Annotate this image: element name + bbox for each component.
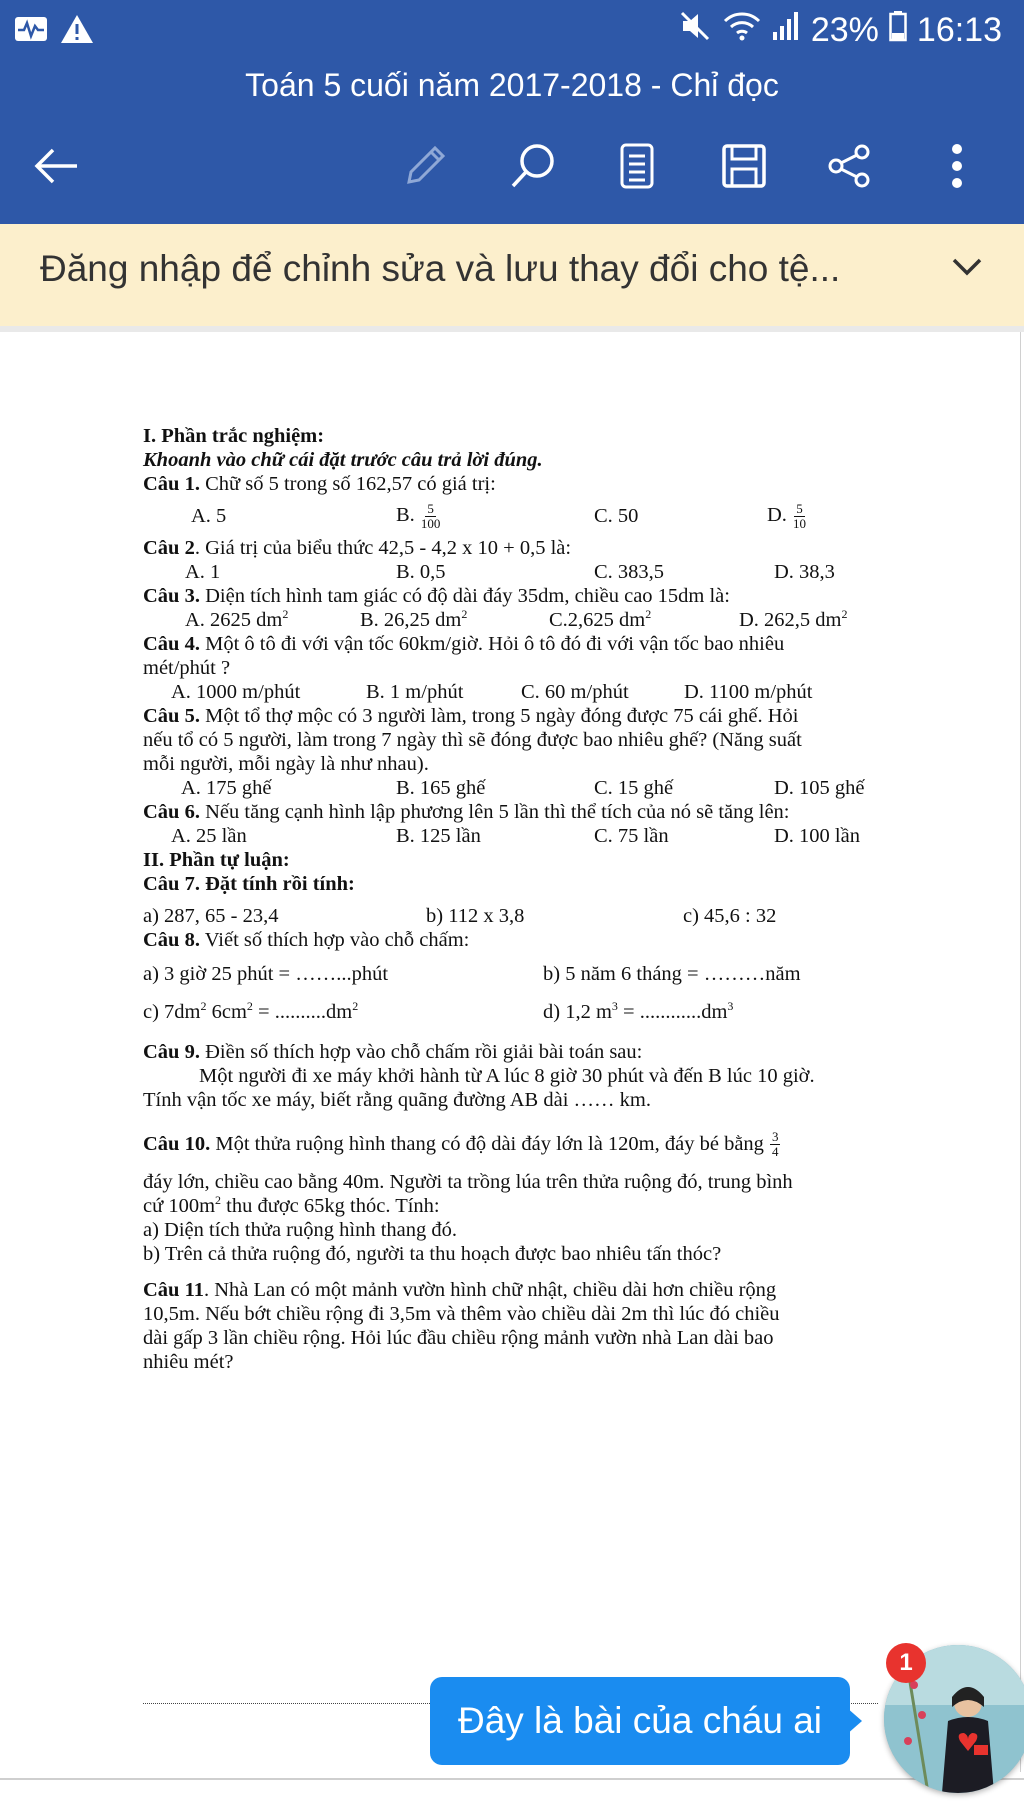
question-1-options: A. 5 B. $\frac{5}{100}$ C. 50 D. $\frac{5}{10}$	[191, 500, 806, 531]
instruction: Khoanh vào chữ cái đặt trước câu trả lời đúng.	[143, 449, 543, 471]
reading-view-button[interactable]	[604, 135, 670, 201]
question-1: Câu 1. Chữ số 5 trong số 162,57 có giá trị:	[143, 473, 496, 495]
question-3-options: A. 2625 $dm^2$ B. 26,25 $dm^2$ C.2,625 $dm^2$ D. 262,5 $dm^2$	[185, 607, 848, 631]
section-heading-2: II. Phần tự luận:	[143, 849, 290, 871]
back-arrow-icon	[33, 146, 81, 191]
wifi-icon	[723, 10, 761, 51]
reading-view-icon	[619, 142, 655, 195]
toolbar	[0, 135, 1024, 201]
sign-in-banner-text: Đăng nhập để chỉnh sửa và lưu thay đổi cho tệ...	[40, 248, 841, 289]
app-header	[0, 0, 1024, 224]
edit-button[interactable]	[392, 135, 458, 201]
question-10-part-a: a) Diện tích thửa ruộng hình thang đó.	[143, 1219, 457, 1241]
question-11-line2: 10,5m. Nếu bớt chiều rộng đi 3,5m và thêm vào chiều dài 2m thì lúc đó chiều	[143, 1303, 780, 1325]
question-6: Câu 6. Nếu tăng cạnh hình lập phương lên 5 lần thì thể tích của nó sẽ tăng lên:	[143, 801, 790, 823]
section-heading-1: I. Phần trắc nghiệm:	[143, 425, 325, 447]
question-7: Câu 7. Đặt tính rồi tính:	[143, 873, 355, 895]
question-5-line3: mỗi người, mỗi ngày là như nhau).	[143, 753, 429, 775]
signal-icon	[771, 10, 801, 51]
question-5-options: A. 175 ghế B. 165 ghế C. 15 ghế D. 105 ghế	[181, 777, 865, 799]
more-options-button[interactable]	[924, 135, 990, 201]
question-5-line2: nếu tổ có 5 người, làm trong 7 ngày thì sẽ đóng được bao nhiêu ghế? (Năng suất	[143, 729, 802, 751]
page-bottom-edge	[0, 1778, 1024, 1780]
question-7-parts: a) 287, 65 - 23,4 b) 112 x 3,8 c) 45,6 : 32	[143, 905, 777, 927]
battery-percent: 23%	[810, 11, 879, 49]
question-2-options: A. 1 B. 0,5 C. 383,5 D. 38,3	[185, 561, 835, 583]
more-icon	[951, 143, 963, 194]
question-9-line2: Một người đi xe máy khởi hành từ A lúc 8 giờ 30 phút và đến B lúc 10 giờ.	[199, 1065, 815, 1087]
warning-icon	[60, 14, 94, 49]
activity-monitor-icon	[14, 14, 48, 49]
pencil-icon	[401, 142, 449, 195]
question-2: Câu 2. Giá trị của biểu thức 42,5 - 4,2 x 10 + 0,5 là:	[143, 537, 572, 559]
notification-badge: 1	[886, 1643, 926, 1683]
question-5: Câu 5. Một tổ thợ mộc có 3 người làm, trong 5 ngày đóng được 75 cái ghế. Hỏi	[143, 705, 799, 727]
question-10-line2: đáy lớn, chiều cao bằng 40m. Người ta trồng lúa trên thửa ruộng đó, trung bình	[143, 1171, 793, 1193]
question-6-options: A. 25 lần B. 125 lần C. 75 lần D. 100 lần	[171, 825, 860, 847]
back-button[interactable]	[24, 135, 90, 201]
search-button[interactable]	[500, 135, 566, 201]
question-3: Câu 3. Diện tích hình tam giác có độ dài đáy 35dm, chiều cao 15dm là:	[143, 585, 730, 607]
document-title: Toán 5 cuối năm 2017-2018 - Chỉ đọc	[245, 67, 779, 103]
question-4: Câu 4. Một ô tô đi với vận tốc 60km/giờ. Hỏi ô tô đó đi với vận tốc bao nhiêu	[143, 633, 785, 655]
search-icon	[508, 141, 558, 196]
question-8: Câu 8. Viết số thích hợp vào chỗ chấm:	[143, 929, 470, 951]
question-10-line3: cứ $100m^2$ thu được 65kg thóc. Tính:	[143, 1193, 440, 1217]
share-icon	[826, 143, 872, 194]
clock: 16:13	[916, 11, 1002, 49]
question-10: Câu 10. Một thửa ruộng hình thang có độ dài đáy lớn là 120m, đáy bé bằng $\frac{3}{4}$	[143, 1128, 779, 1159]
share-button[interactable]	[816, 135, 882, 201]
question-8-row2: c) $7dm^2$ $6cm^2 = ..........dm^2$ d) 1,2 $m^3 = ............dm^3$	[143, 999, 734, 1023]
status-bar	[0, 0, 1024, 62]
question-9-line3: Tính vận tốc xe máy, biết rằng quãng đường AB dài …… km.	[143, 1089, 651, 1111]
question-11-line4: nhiêu mét?	[143, 1351, 234, 1373]
question-4-options: A. 1000 m/phút B. 1 m/phút C. 60 m/phút D. 1100 m/phút	[171, 681, 813, 703]
question-9: Câu 9. Điền số thích hợp vào chỗ chấm rồi giải bài toán sau:	[143, 1041, 643, 1063]
save-button[interactable]	[711, 135, 777, 201]
battery-icon	[889, 10, 907, 51]
save-icon	[721, 143, 767, 194]
question-11: Câu 11. Nhà Lan có một mảnh vườn hình chữ nhật, chiều dài hơn chiều rộng	[143, 1279, 777, 1301]
question-11-line3: dài gấp 3 lần chiều rộng. Hỏi lúc đầu chiều rộng mảnh vườn nhà Lan dài bao	[143, 1327, 774, 1349]
sign-in-banner[interactable]	[0, 224, 1024, 328]
document-page	[143, 424, 930, 1374]
chat-bubble-tail	[846, 1707, 862, 1735]
page-edge	[1020, 332, 1021, 1772]
chat-message-bubble[interactable]: Đây là bài của cháu ai	[430, 1677, 850, 1765]
mute-icon	[679, 10, 713, 51]
question-4-line2: mét/phút ?	[143, 657, 231, 679]
chevron-down-icon[interactable]	[950, 254, 984, 283]
question-10-part-b: b) Trên cả thửa ruộng đó, người ta thu hoạch được bao nhiêu tấn thóc?	[143, 1243, 722, 1265]
divider	[0, 326, 1024, 332]
question-8-row1: a) 3 giờ 25 phút = ……...phút b) 5 năm 6 tháng = ………năm	[143, 963, 801, 985]
